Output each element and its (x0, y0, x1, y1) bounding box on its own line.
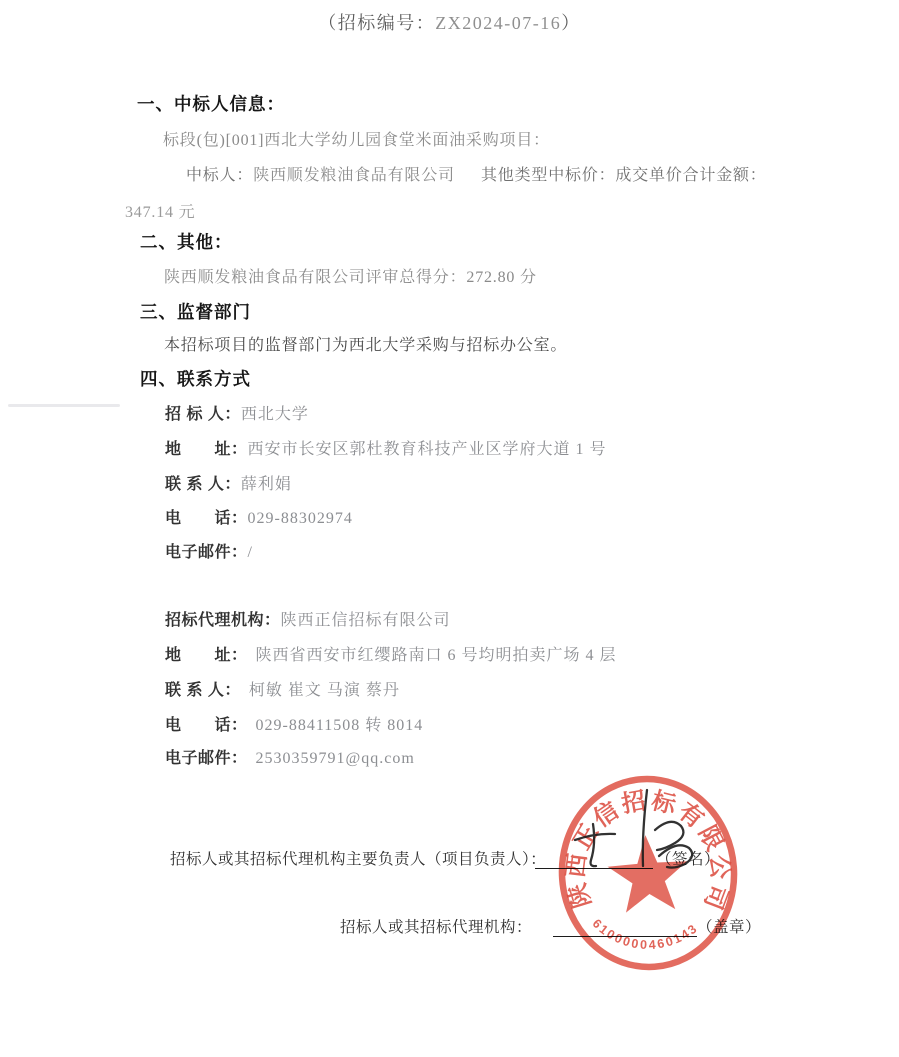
section3-heading: 三、监督部门 (140, 302, 251, 322)
tender-code-line (0, 9, 899, 35)
signature-strokes (555, 778, 715, 878)
section2-heading: 二、其他： (140, 232, 233, 252)
tenderer-row-address (165, 436, 607, 459)
tenderer-phone-value: 029-88302974 (247, 510, 353, 527)
agency-email-label: 电子邮件： (165, 750, 248, 767)
agency-row-contact (165, 677, 400, 700)
tenderer-address-label: 地 址： (165, 441, 248, 458)
agency-name-label: 招标代理机构： (165, 612, 281, 629)
tenderer-name-label: 招 标 人： (165, 406, 241, 423)
agency-name-value: 陕西正信招标有限公司 (280, 612, 451, 629)
tender-code-value: ZX2024-07-16 (435, 13, 562, 33)
agency-address-value: 陕西省西安市红缨路南口 6 号均明拍卖广场 4 层 (255, 647, 617, 664)
agency-contact-value: 柯敏 崔文 马演 蔡丹 (248, 682, 400, 699)
tender-code-prefix: （招标编号： (318, 13, 436, 33)
agency-email-value: 2530359791@qq.com (255, 750, 415, 767)
agency-row-address (165, 642, 617, 665)
tenderer-name-value: 西北大学 (240, 406, 309, 423)
agency-phone-value: 029-88411508 转 8014 (255, 717, 424, 734)
tenderer-row-contact (165, 471, 292, 494)
tenderer-address-value: 西安市长安区郭杜教育科技产业区学府大道 1 号 (247, 441, 607, 458)
tenderer-contact-label: 联 系 人： (165, 476, 241, 493)
tenderer-row-name (165, 401, 309, 424)
section1-heading: 一、中标人信息： (137, 94, 285, 114)
package-line: 标段(包)[001]西北大学幼儿园食堂米面油采购项目： (163, 132, 550, 149)
agency-address-label: 地 址： (165, 647, 248, 664)
agency-signoff-label: 招标人或其招标代理机构： (340, 919, 533, 936)
responsible-person-label: 招标人或其招标代理机构主要负责人（项目负责人）： (170, 851, 547, 868)
tender-code-suffix: ） (561, 13, 581, 33)
winner-value: 陕西顺发粮油食品有限公司 (253, 167, 455, 184)
tenderer-phone-label: 电 话： (165, 510, 248, 527)
winner-line (186, 162, 455, 185)
sign-name-suffix: （签名） (656, 851, 721, 868)
agency-phone-label: 电 话： (165, 717, 248, 734)
seal-number-text: 6100000460143 (589, 916, 702, 953)
agency-row-name (165, 607, 451, 630)
agency-row-email (165, 745, 415, 768)
tenderer-row-email (165, 539, 253, 562)
tenderer-email-value: / (247, 544, 253, 561)
price-value: 347.14 元 (125, 204, 196, 221)
handwritten-signature (555, 778, 715, 878)
score-line: 陕西顺发粮油食品有限公司评审总得分：272.80 分 (164, 269, 537, 286)
winner-label: 中标人： (186, 167, 254, 184)
scan-artifact-line (8, 404, 120, 407)
agency-row-phone (165, 712, 423, 735)
section4-heading: 四、联系方式 (140, 369, 251, 389)
tenderer-row-phone (165, 505, 353, 528)
seal-company-text: 陕西正信招标有限公司 (561, 786, 734, 916)
agency-contact-label: 联 系 人： (165, 682, 241, 699)
tenderer-email-label: 电子邮件： (165, 544, 248, 561)
seal-suffix: （盖章） (697, 919, 762, 936)
supervision-line: 本招标项目的监督部门为西北大学采购与招标办公室。 (164, 337, 568, 354)
tenderer-contact-value: 薛利娟 (240, 476, 292, 493)
price-type-label: 其他类型中标价：成交单价合计金额： (481, 167, 767, 184)
